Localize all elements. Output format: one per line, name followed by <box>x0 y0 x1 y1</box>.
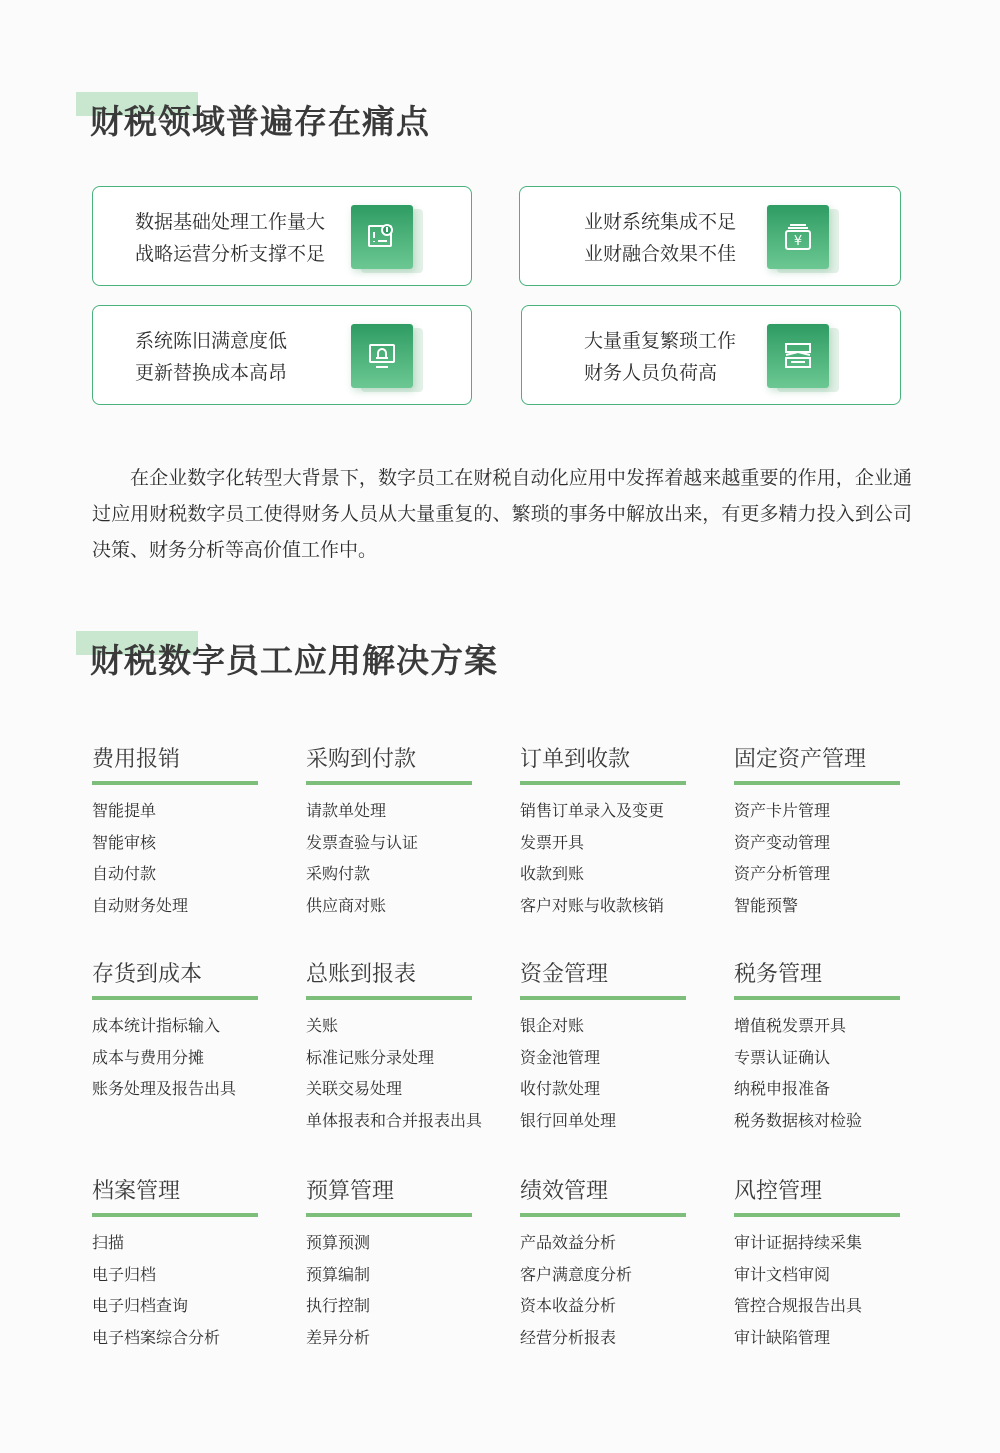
solution-underline <box>92 781 258 785</box>
solution-underline <box>520 1213 686 1217</box>
solution-item: 电子归档查询 <box>92 1296 189 1315</box>
solution-item: 资本收益分析 <box>520 1296 617 1315</box>
pain-point-card <box>92 186 472 286</box>
solution-title: 固定资产管理 <box>734 747 867 772</box>
solution-item: 单体报表和合并报表出具 <box>306 1110 483 1130</box>
solution-item: 银行回单处理 <box>520 1110 617 1130</box>
yen-wallet-icon <box>767 205 831 269</box>
solution-item: 审计文档审阅 <box>734 1264 831 1284</box>
solution-column <box>520 957 686 1140</box>
document-stack-icon <box>767 324 831 388</box>
solution-item: 差异分析 <box>306 1327 371 1347</box>
solution-underline <box>306 996 472 1000</box>
solution-title: 总账到报表 <box>306 962 417 987</box>
solution-column <box>306 957 483 1140</box>
solution-item: 请款单处理 <box>306 801 387 820</box>
solution-title: 采购到付款 <box>306 747 417 772</box>
solution-item: 电子档案综合分析 <box>92 1327 221 1347</box>
solution-underline <box>734 996 900 1000</box>
solution-underline <box>306 1213 472 1217</box>
solution-item: 收付款处理 <box>520 1079 601 1098</box>
pain-point-line: 大量重复繁琐工作 <box>584 330 737 352</box>
solution-item: 产品效益分析 <box>520 1233 617 1252</box>
solution-underline <box>306 781 472 785</box>
pain-point-line: 业财融合效果不佳 <box>584 243 737 265</box>
solution-item: 资产变动管理 <box>734 832 831 852</box>
solution-column <box>520 742 686 925</box>
solution-title: 存货到成本 <box>92 962 203 987</box>
alarm-monitor-icon <box>351 324 415 388</box>
solution-column <box>734 742 900 925</box>
solution-item: 销售订单录入及变更 <box>520 801 665 820</box>
solution-item: 扫描 <box>92 1233 125 1252</box>
solution-column <box>306 742 472 925</box>
solution-title: 绩效管理 <box>520 1179 609 1204</box>
solution-title: 风控管理 <box>734 1179 823 1204</box>
solution-column <box>306 1174 472 1357</box>
solution-item: 审计缺陷管理 <box>734 1327 831 1347</box>
solution-item: 预算预测 <box>306 1233 371 1252</box>
solution-underline <box>734 781 900 785</box>
solution-item: 成本统计指标输入 <box>92 1016 221 1035</box>
solution-item: 关联交易处理 <box>306 1079 403 1098</box>
solution-title: 订单到收款 <box>520 747 631 772</box>
pain-point-line: 财务人员负荷高 <box>584 362 718 384</box>
pain-point-line: 更新替换成本高昂 <box>135 362 288 384</box>
solution-item: 账务处理及报告出具 <box>92 1079 237 1098</box>
solution-item: 税务数据核对检验 <box>734 1110 863 1130</box>
pain-point-card <box>519 186 901 286</box>
svg-text:¥: ¥ <box>793 234 803 249</box>
solution-title: 资金管理 <box>520 962 609 987</box>
solution-title: 费用报销 <box>92 747 181 772</box>
solution-item: 成本与费用分摊 <box>92 1047 205 1067</box>
solution-underline <box>92 1213 258 1217</box>
solution-item: 管控合规报告出具 <box>734 1296 863 1315</box>
solution-item: 关账 <box>306 1016 339 1035</box>
solution-item: 专票认证确认 <box>734 1047 831 1067</box>
solution-item: 标准记账分录处理 <box>306 1047 435 1067</box>
section-title-text: 财税领域普遍存在痛点 <box>90 102 430 141</box>
solution-item: 发票开具 <box>520 832 585 852</box>
pain-point-line: 业财系统集成不足 <box>584 211 737 233</box>
solution-item: 纳税申报准备 <box>734 1079 831 1098</box>
solution-item: 收款到账 <box>520 864 585 883</box>
solution-underline <box>520 996 686 1000</box>
solution-item: 供应商对账 <box>306 895 387 915</box>
solution-underline <box>92 996 258 1000</box>
pain-point-card <box>92 305 472 405</box>
solution-item: 智能预警 <box>734 895 799 915</box>
solution-column <box>92 957 258 1109</box>
solution-item: 资产分析管理 <box>734 864 831 883</box>
pain-point-line: 数据基础处理工作量大 <box>135 211 326 233</box>
solution-item: 经营分析报表 <box>520 1327 617 1347</box>
solution-item: 智能审核 <box>92 832 157 852</box>
solution-column <box>734 957 900 1140</box>
solution-column <box>92 742 258 925</box>
chart-screen-icon <box>351 205 415 269</box>
solution-column <box>734 1174 900 1357</box>
intro-paragraph: 在企业数字化转型大背景下，数字员工在财税自动化应用中发挥着越来越重要的作用，企业通过应用财税数字员工使得财务人员从大量重复的、繁琐的事务中解放出来，有更多精力投入到公司决策、财务分析等高价值工作中。 <box>92 467 912 561</box>
solution-title: 预算管理 <box>306 1179 395 1204</box>
solution-item: 客户满意度分析 <box>520 1264 633 1284</box>
solution-underline <box>734 1213 900 1217</box>
solution-item: 审计证据持续采集 <box>734 1233 863 1252</box>
solution-item: 增值税发票开具 <box>734 1016 847 1035</box>
pain-point-line: 战略运营分析支撑不足 <box>135 243 326 265</box>
solution-column <box>92 1174 258 1357</box>
solution-item: 资产卡片管理 <box>734 801 831 820</box>
solution-item: 自动付款 <box>92 864 157 883</box>
solution-item: 银企对账 <box>520 1016 585 1035</box>
solution-item: 电子归档 <box>92 1264 157 1284</box>
solution-item: 采购付款 <box>306 864 371 883</box>
pain-point-line: 系统陈旧满意度低 <box>135 330 288 352</box>
solution-item: 执行控制 <box>306 1296 371 1315</box>
solution-item: 资金池管理 <box>520 1047 601 1067</box>
solution-item: 发票查验与认证 <box>306 832 419 852</box>
solution-title: 税务管理 <box>734 962 823 987</box>
solution-title: 档案管理 <box>92 1179 181 1204</box>
section-title-text: 财税数字员工应用解决方案 <box>90 641 498 680</box>
solution-item: 自动财务处理 <box>92 895 189 915</box>
solution-column <box>520 1174 686 1357</box>
solution-item: 智能提单 <box>92 801 157 820</box>
solution-item: 客户对账与收款核销 <box>520 895 665 915</box>
pain-point-card <box>521 305 901 405</box>
solution-item: 预算编制 <box>306 1264 371 1284</box>
solution-underline <box>520 781 686 785</box>
